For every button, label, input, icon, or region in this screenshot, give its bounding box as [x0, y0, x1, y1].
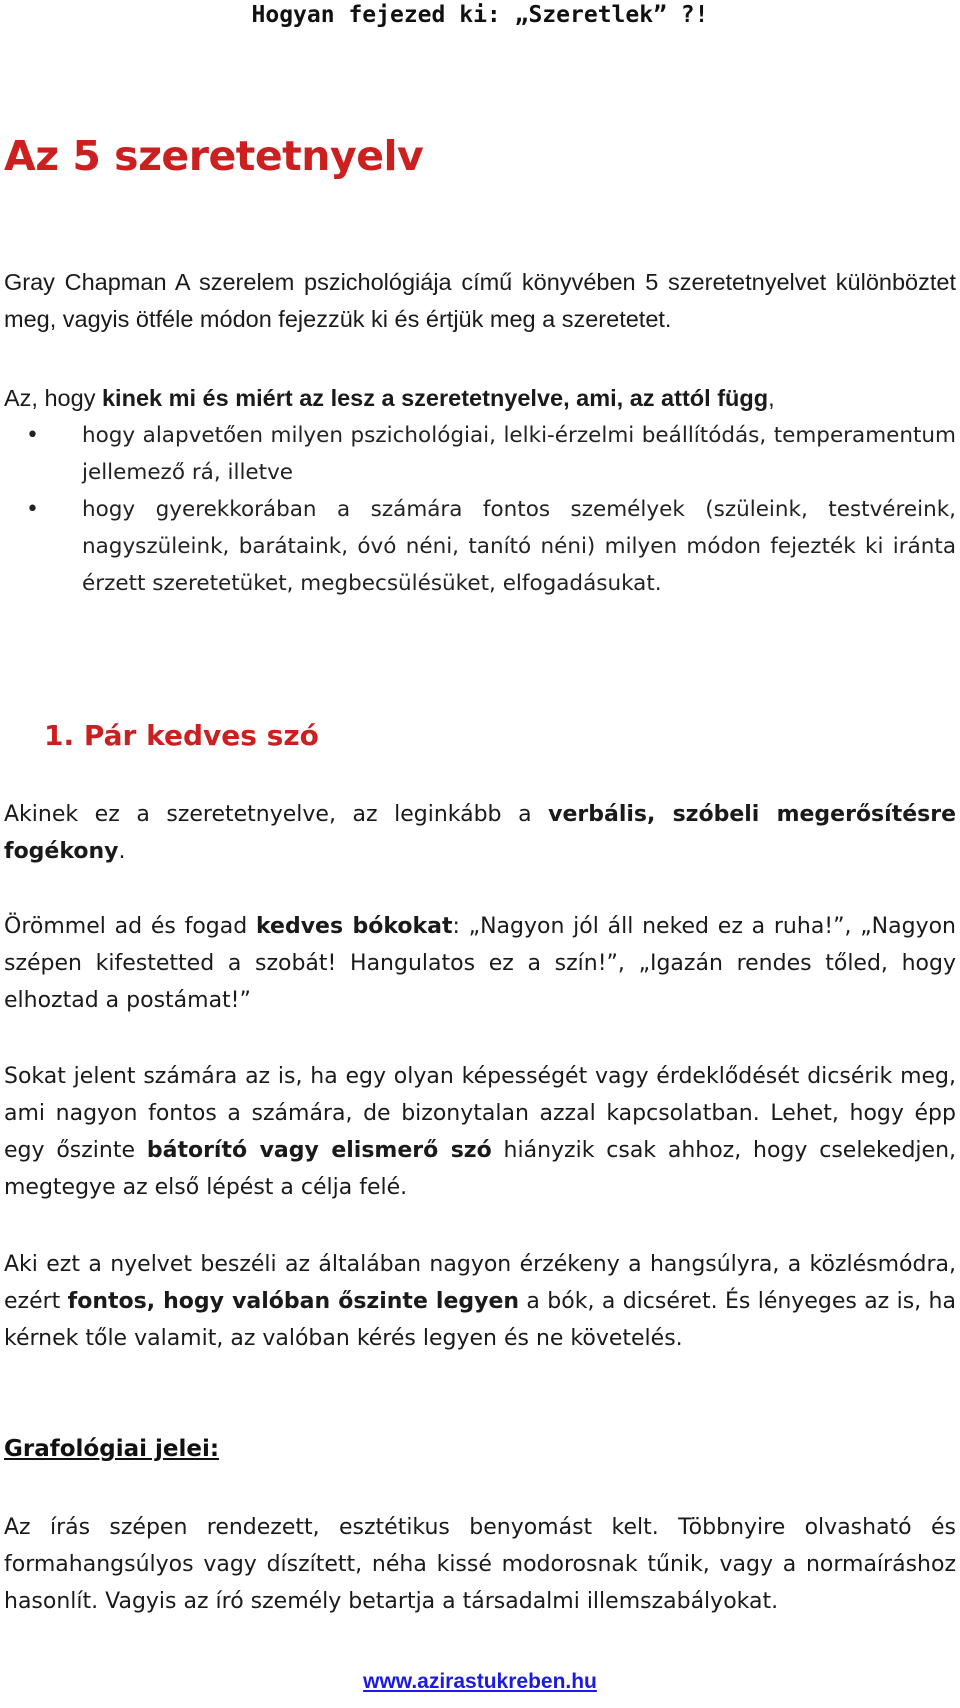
intro-paragraph: Gray Chapman A szerelem pszichológiája című könyvében 5 szeretetnyelvet különböztet meg, vagyis ötféle módon fejezzük ki és értjük meg a szeretetet.	[4, 269, 956, 332]
encourage-text-end: hiányzik csak ahhoz, hogy cselekedjen, megtegye az első lépést a célja felé.	[4, 1138, 957, 1200]
section-heading: 1. Pár kedves szó	[44, 719, 319, 752]
website-link[interactable]: www.azirastukreben.hu	[363, 1670, 597, 1693]
encourage-text: Sokat jelent számára az is, ha egy olyan képességét vagy érdeklődését dicsérik meg, ami nagyon fontos a számára, de bizonytalan azzal kapcsolatban. Lehet, hogy épp egy őszinte	[4, 1064, 956, 1163]
verbal-bold: verbális, szóbeli megerősítésre fogékony	[4, 802, 956, 864]
list-item	[0, 417, 956, 491]
page-header: Hogyan fejezed ki: „Szeretlek” ?!	[251, 2, 709, 28]
graphology-heading: Grafológiai jelei:	[4, 1436, 220, 1462]
graphology-paragraph: Az írás szépen rendezett, esztétikus benyomást kelt. Többnyire olvasható és formahangsúlyos vagy díszített, néha kissé modorosnak tűnik, vagy a normaíráshoz hasonlít. Vagyis az író személy betartja a társadalmi illemszabályokat.	[4, 1515, 956, 1614]
sensitive-text-end: a bók, a dicséret. És lényeges az is, ha kérnek tőle valamit, az valóban kérés legyen és ne követelés.	[4, 1289, 956, 1351]
cause-text: Az, hogy	[4, 385, 102, 411]
verbal-text-end: .	[118, 839, 126, 864]
bullet-icon: •	[26, 497, 39, 522]
encourage-bold: bátorító vagy elismerő szó	[146, 1138, 492, 1163]
compliments-text-end: : „Nagyon jól áll neked ez a ruha!”, „Nagyon szépen kifestetted a szobát! Hangulatos ez a szín!”, „Igazán rendes tőled, hogy elhoztad a postámat!”	[4, 914, 957, 1013]
list-item-text: hogy alapvetően milyen pszichológiai, lelki-érzelmi beállítódás, temperamentum jellemező rá, illetve	[82, 423, 956, 485]
encourage-paragraph	[4, 1058, 956, 1206]
sensitive-bold: fontos, hogy valóban őszinte legyen	[67, 1289, 520, 1314]
sensitive-paragraph	[4, 1246, 956, 1357]
cause-bold: kinek mi és miért az lesz a szeretetnyelve, ami, az attól függ	[101, 385, 769, 411]
page-footer	[0, 1670, 960, 1694]
bullet-icon: •	[26, 423, 39, 448]
verbal-paragraph	[4, 796, 956, 870]
compliments-bold: kedves bókokat	[255, 914, 453, 939]
list-item-text: hogy gyerekkorában a számára fontos személyek (szüleink, testvéreink, nagyszüleink, barátaink, óvó néni, tanító néni) milyen módon fejezték ki iránta érzett szeretetüket, megbecsülésüket, elfogadásukat.	[82, 497, 956, 596]
compliments-text: Örömmel ad és fogad	[4, 914, 256, 939]
list-item	[0, 491, 956, 602]
compliments-paragraph	[4, 908, 956, 1019]
cause-paragraph	[4, 380, 956, 417]
sensitive-text: Aki ezt a nyelvet beszéli az általában nagyon érzékeny a hangsúlyra, a közlésmódra, ezért	[4, 1252, 956, 1314]
cause-list	[0, 417, 956, 602]
cause-text-end: ,	[768, 385, 775, 411]
page-title: Az 5 szeretetnyelv	[4, 132, 424, 180]
verbal-text: Akinek ez a szeretetnyelve, az leginkább a	[4, 802, 549, 827]
